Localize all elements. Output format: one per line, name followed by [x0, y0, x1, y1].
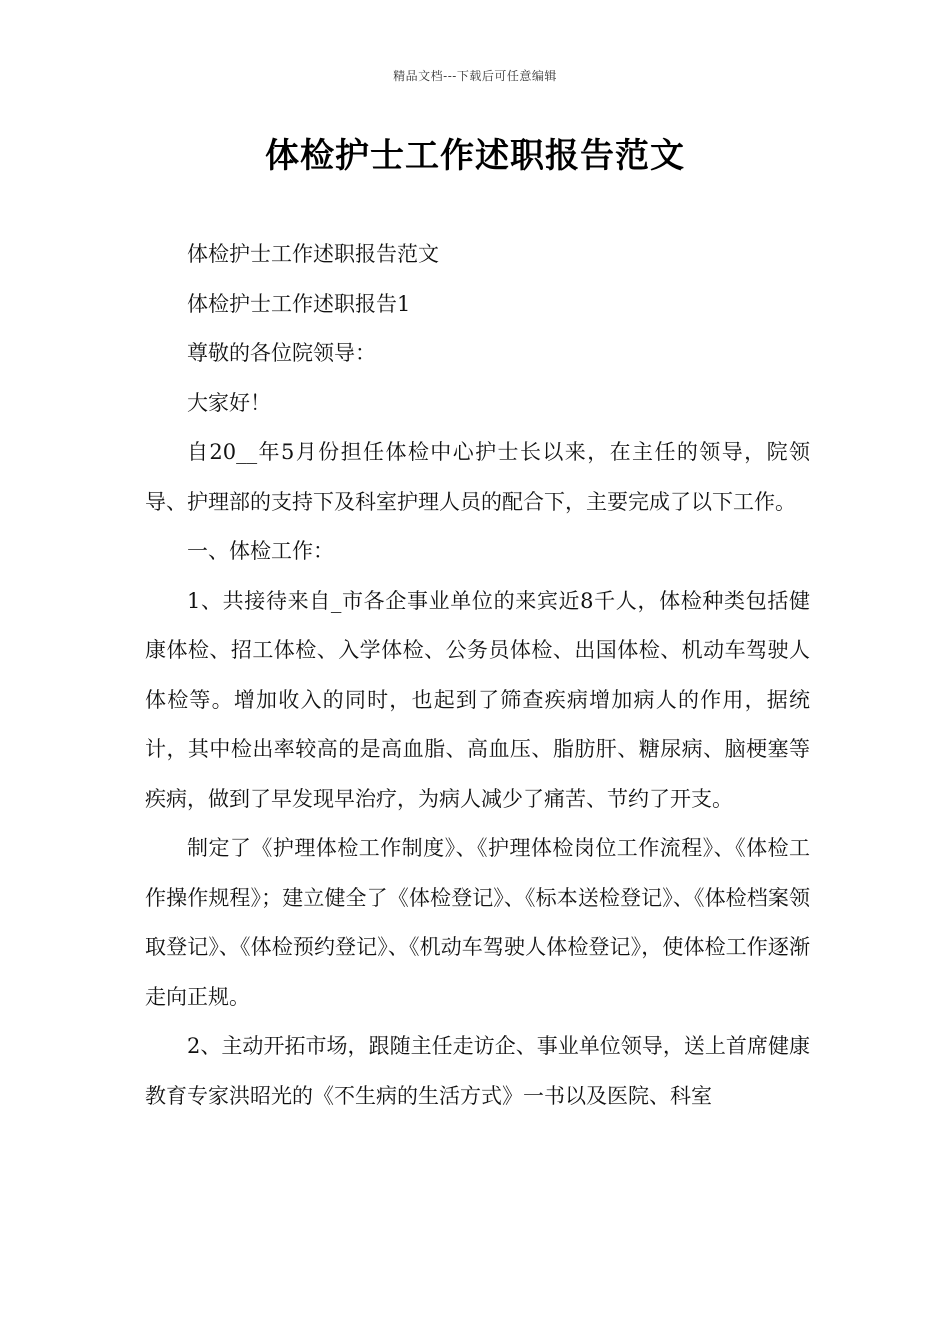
header-note: 精品文档---下载后可任意编辑	[393, 69, 557, 83]
paragraph-item-1: 1、共接待来自_市各企事业单位的来宾近8千人，体检种类包括健康体检、招工体检、入学体检、公务员体检、出国体检、机动车驾驶人体检等。增加收入的同时，也起到了筛查疾病增加病人的作用，据统计，其中检出率较高的是高血脂、高血压、脂肪肝、糖尿病、脑梗塞等疾病，做到了早发现早治疗，为病人减少了痛苦、节约了开支。	[145, 588, 810, 811]
paragraph-greeting: 大家好！	[187, 390, 271, 415]
document-body	[145, 230, 810, 1121]
document-title: 体检护士工作述职报告范文	[265, 136, 685, 176]
paragraph-salutation: 尊敬的各位院领导：	[187, 341, 376, 365]
paragraph-regulations: 制定了《护理体检工作制度》、《护理体检岗位工作流程》、《体检工作操作规程》；建立健全了《体检登记》、《标本送检登记》、《体检档案领取登记》、《体检预约登记》、《机动车驾驶人体检登记》，使体检工作逐渐走向正规。	[145, 836, 810, 1009]
paragraph-subtitle: 体检护士工作述职报告范文	[187, 242, 439, 266]
paragraph-intro: 自20__年5月份担任体检中心护士长以来，在主任的领导，院领导、护理部的支持下及科室护理人员的配合下，主要完成了以下工作。	[145, 440, 810, 514]
paragraph-item-2: 2、主动开拓市场，跟随主任走访企、事业单位领导，送上首席健康教育专家洪昭光的《不生病的生活方式》一书以及医院、科室	[145, 1034, 810, 1108]
paragraph-report-heading: 体检护士工作述职报告1	[187, 291, 411, 316]
paragraph-section-heading: 一、体检工作：	[187, 539, 334, 563]
